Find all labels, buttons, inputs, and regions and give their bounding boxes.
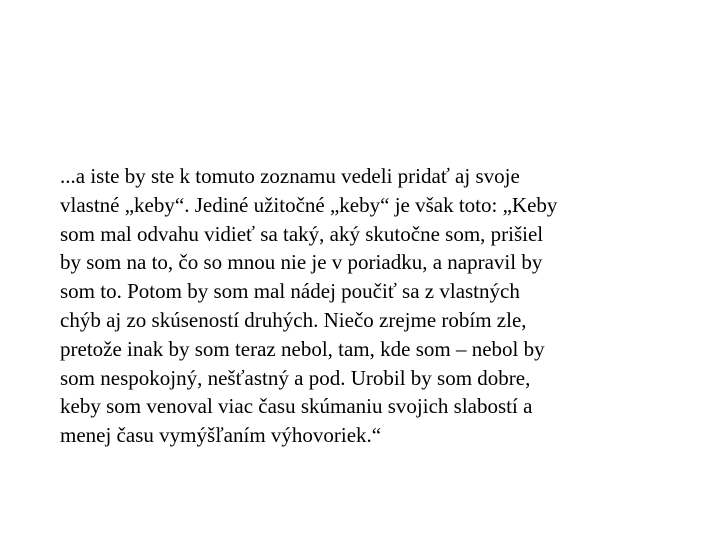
text-line-3: som mal odvahu vidieť sa taký, aký skutočne som, prišiel	[60, 221, 544, 246]
text-line-10: menej času vymýšľaním výhovoriek.“	[60, 423, 382, 448]
text-line-2: vlastné „keby“. Jediné užitočné „keby“ je však toto: „Keby	[60, 192, 558, 217]
text-line-4: by som na to, čo so mnou nie je v poriadku, a napravil by	[60, 250, 543, 275]
text-line-1: ...a iste by ste k tomuto zoznamu vedeli pridať aj svoje	[60, 164, 520, 188]
text-line-6: chýb aj zo skúseností druhých. Niečo zrejme robím zle,	[60, 307, 527, 332]
text-line-9: keby som venoval viac času skúmaniu svojich slabostí a	[60, 394, 533, 419]
text-line-5: som to. Potom by som mal nádej poučiť sa z vlastných	[60, 279, 520, 304]
text-line-7: pretože inak by som teraz nebol, tam, kde som – nebol by	[60, 336, 545, 361]
body-paragraph	[60, 162, 708, 450]
text-line-8: som nespokojný, nešťastný a pod. Urobil by som dobre,	[60, 365, 531, 390]
